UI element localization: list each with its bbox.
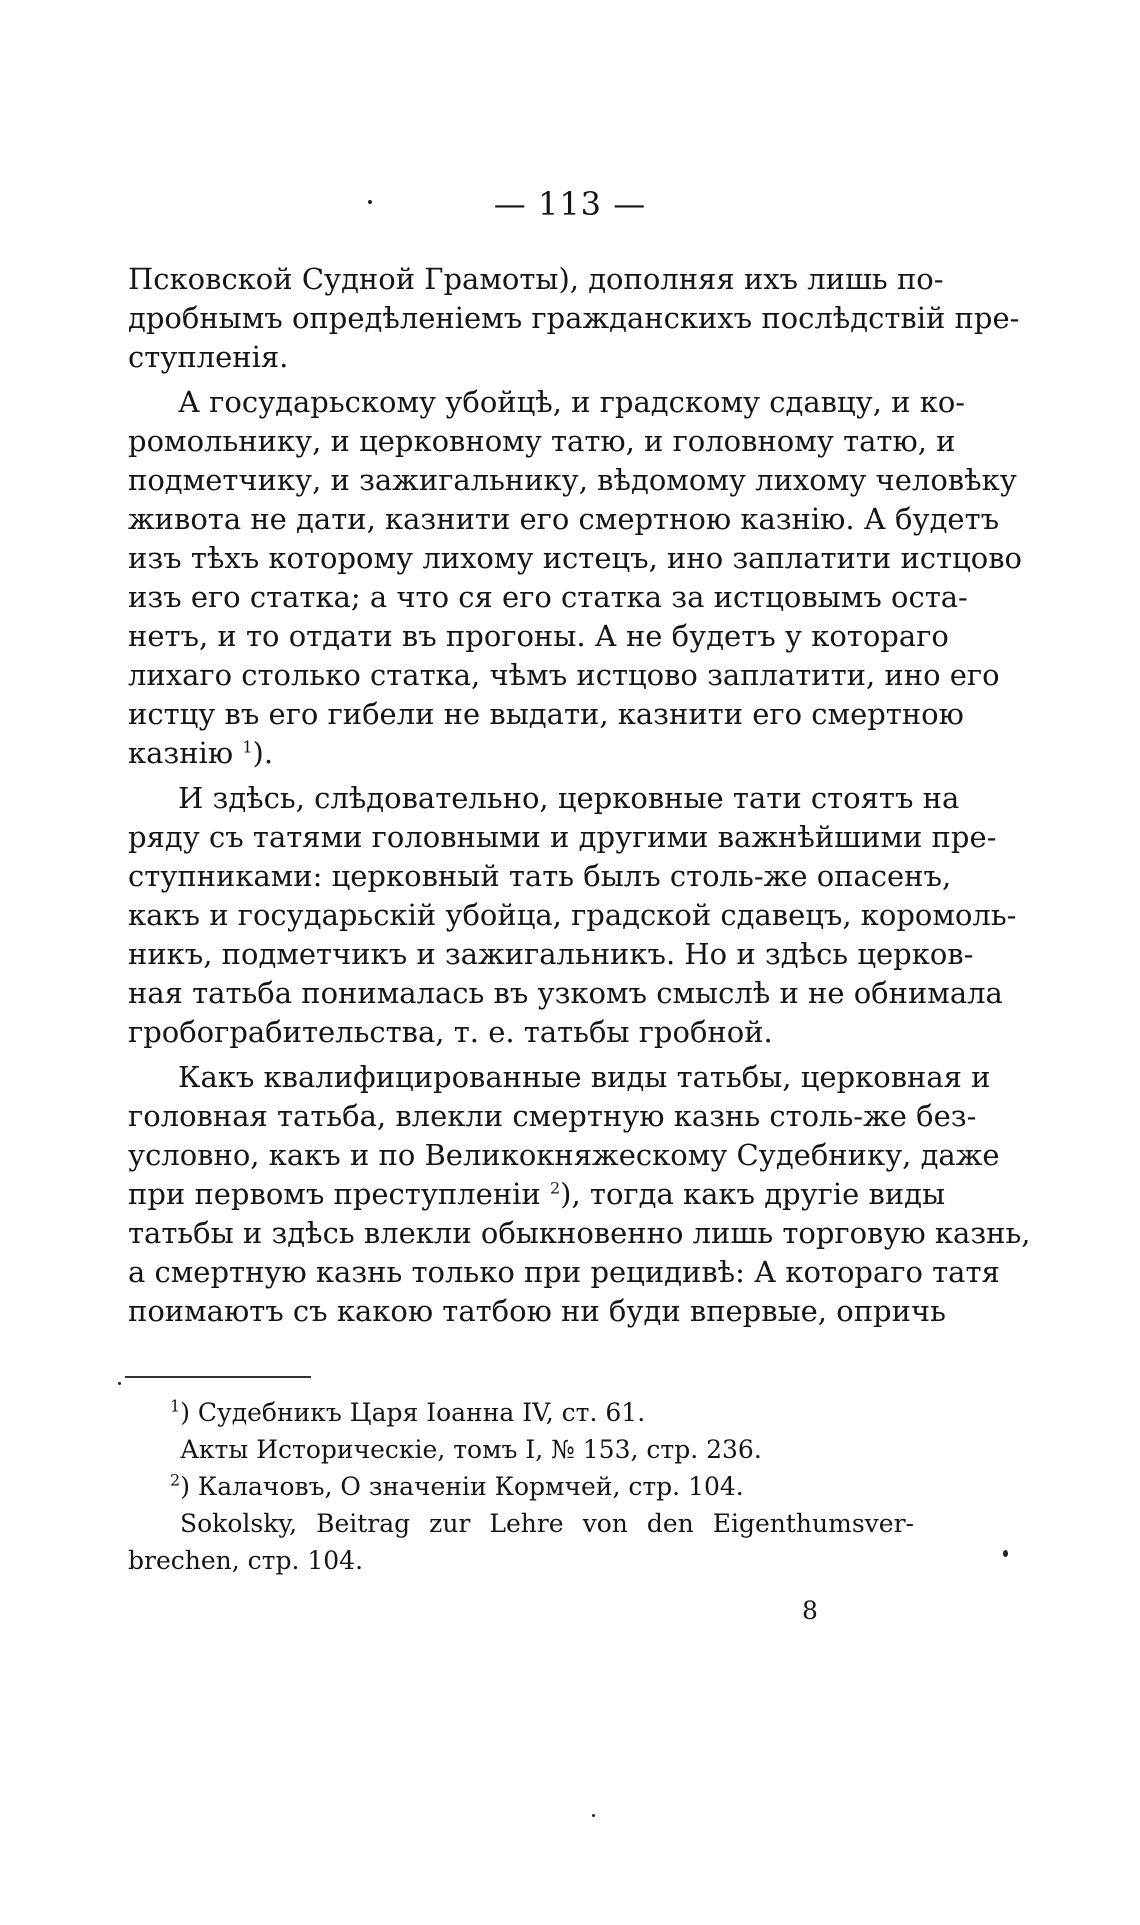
footnote-2 <box>128 1468 914 1505</box>
text-line: подметчику, и зажигальнику, вѣдомому лихому человѣку <box>128 463 1017 497</box>
text-line: живота не дати, казнити его смертною казнію. А будетъ <box>128 502 1000 536</box>
paragraph-4 <box>128 1058 1031 1331</box>
footnote-divider <box>125 1376 311 1378</box>
text-line <box>128 734 914 773</box>
text-line: ная татьба понималась въ узкомъ смыслѣ и не обнимала <box>128 976 1003 1010</box>
text-line: а смертную казнь только при рецидивѣ: А котораго татя <box>128 1255 1000 1289</box>
speck <box>368 200 372 204</box>
text-line: ступниками: церковный тать былъ столь-же опасенъ, <box>128 859 952 893</box>
footnote-text: Акты Историческіе, томъ I, № 153, стр. 236. <box>180 1435 762 1464</box>
text-line: изъ тѣхъ которому лихому истецъ, ино заплатити истцово <box>128 541 1022 575</box>
text-line: ряду съ татями головными и другими важнѣйшими пре- <box>128 820 997 854</box>
footnote-text: brechen, стр. 104. <box>128 1546 364 1575</box>
paragraph-3 <box>128 779 1017 1052</box>
speck <box>592 1814 595 1817</box>
footnote-text: ) Судебникъ Царя Іоанна IV, ст. 61. <box>180 1398 646 1427</box>
text-line: гробограбительства, т. е. татьбы гробной. <box>128 1015 773 1049</box>
paragraph-2 <box>128 383 1022 773</box>
text-line: поимаютъ съ какою татбою ни буди впервые, опричь <box>128 1294 946 1328</box>
paragraph-1 <box>128 260 1020 377</box>
main-text <box>128 260 1031 1331</box>
text-line: истцу въ его гибели не выдати, казнити его смертною <box>128 697 964 731</box>
footnote-mark-1: 1 <box>170 1396 181 1416</box>
speck <box>118 1382 121 1385</box>
text-line: А государьскому убойцѣ, и градскому сдавцу, и ко- <box>178 385 966 419</box>
text-line: головная татьба, влекли смертную казнь столь-же без- <box>128 1099 977 1133</box>
footnote-ref-2[interactable]: 2 <box>549 1178 561 1198</box>
footnotes <box>128 1394 914 1579</box>
text-fragment: ), тогда какъ другіе виды <box>560 1177 946 1211</box>
text-fragment: казнію <box>128 736 234 770</box>
footnote-mark-2: 2 <box>170 1470 181 1490</box>
page-number: — 113 — <box>493 185 647 223</box>
footnote-1 <box>128 1394 914 1431</box>
footnote-text: ) Калачовъ, О значеніи Кормчей, стр. 104. <box>180 1472 744 1501</box>
text-line: ромольнику, и церковному татю, и головному татю, и <box>128 424 956 458</box>
text-line: татьбы и здѣсь влекли обыкновенно лишь торговую казнь, <box>128 1216 1031 1250</box>
text-line: Какъ квалифицированные виды татьбы, церковная и <box>178 1060 991 1094</box>
text-line: никъ, подметчикъ и зажигальникъ. Но и здѣсь церков- <box>128 937 974 971</box>
text-line: какъ и государьскій убойца, градской сдавецъ, коромоль- <box>128 898 1017 932</box>
text-line: дробнымъ опредѣленіемъ гражданскихъ послѣдствій пре- <box>128 301 1020 335</box>
text-line: ступленія. <box>128 340 289 374</box>
text-line <box>128 1175 946 1214</box>
text-line: нетъ, и то отдати въ прогоны. А не будетъ у котораго <box>128 619 949 653</box>
footnote-text: Sokolsky, Beitrag zur Lehre von den Eigenthumsver- <box>180 1509 914 1538</box>
text-fragment: при первомъ преступленіи <box>128 1177 541 1211</box>
text-line: лихаго столько статка, чѣмъ истцово заплатити, ино его <box>128 658 1000 692</box>
text-line: Псковской Судной Грамоты), дополняя ихъ лишь по- <box>128 262 944 296</box>
text-fragment: ). <box>252 736 274 770</box>
footnote-ref-1[interactable]: 1 <box>242 737 253 757</box>
signature-mark: 8 <box>802 1596 818 1625</box>
text-line: условно, какъ и по Великокняжескому Судебнику, даже <box>128 1138 1000 1172</box>
text-line: И здѣсь, слѣдовательно, церковные тати стоятъ на <box>178 781 960 815</box>
speck <box>1003 1550 1008 1557</box>
text-line: изъ его статка; а что ся его статка за истцовымъ оста- <box>128 580 968 614</box>
